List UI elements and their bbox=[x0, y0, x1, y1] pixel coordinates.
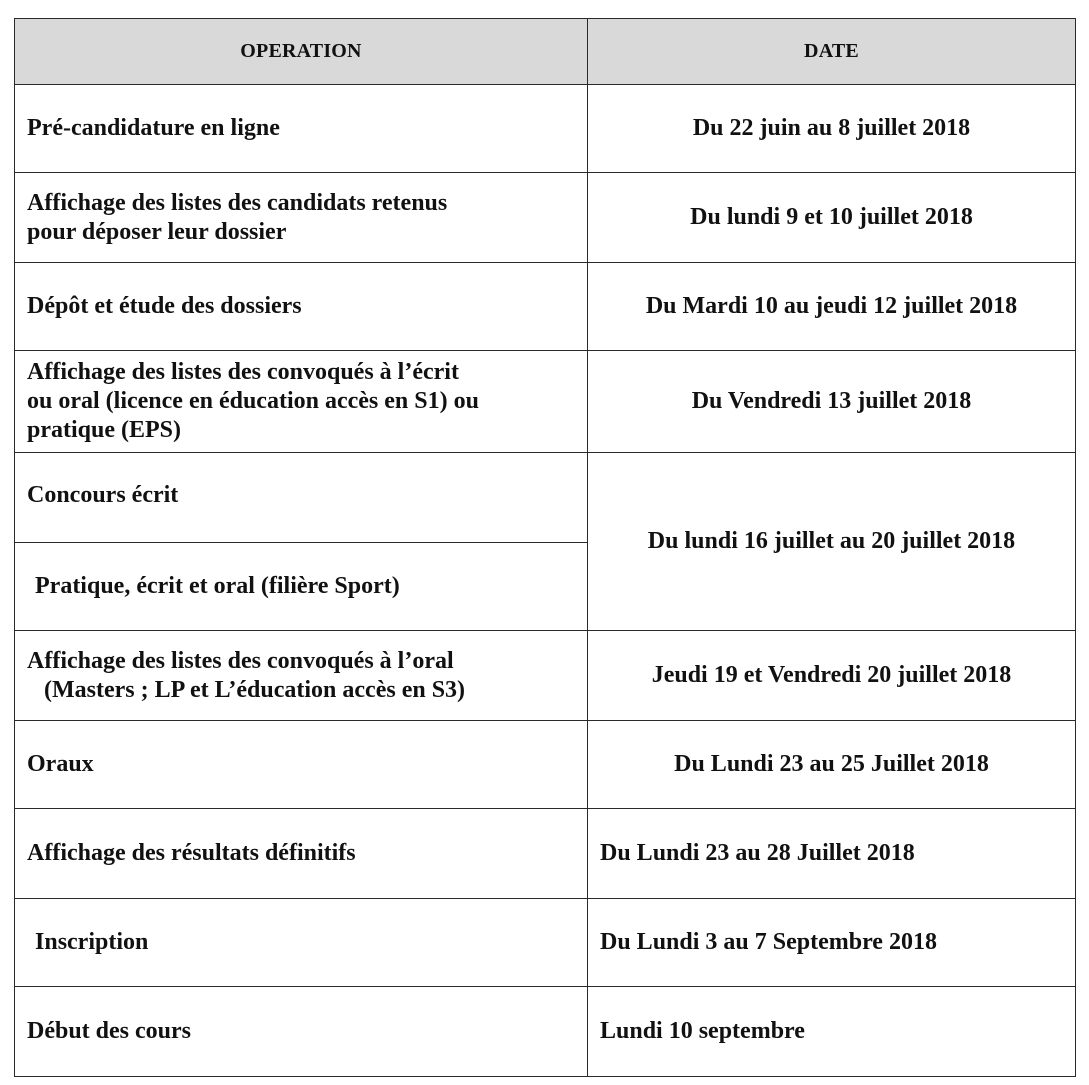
operation-text: Affichage des résultats définitifs bbox=[27, 840, 356, 867]
operation-cell bbox=[15, 721, 588, 809]
table-row bbox=[15, 987, 1076, 1077]
date-cell: Lundi 10 septembre bbox=[588, 987, 1076, 1077]
table-header bbox=[15, 19, 1076, 85]
operation-text: Affichage des listes des convoqués à l’écrit bbox=[27, 359, 459, 386]
table-body bbox=[15, 85, 1076, 1077]
operation-cell bbox=[15, 543, 588, 631]
operation-text: Dépôt et étude des dossiers bbox=[27, 293, 302, 320]
table-row bbox=[15, 721, 1076, 809]
operation-cell bbox=[15, 987, 588, 1077]
operation-text: (Masters ; LP et L’éducation accès en S3) bbox=[44, 676, 466, 703]
operation-cell bbox=[15, 453, 588, 543]
header-operation: OPERATION bbox=[15, 19, 588, 85]
operation-text: ou oral (licence en éducation accès en S1) ou bbox=[27, 388, 479, 415]
header-date: DATE bbox=[588, 19, 1076, 85]
operation-text: Pré-candidature en ligne bbox=[27, 115, 280, 142]
date-cell: Du Lundi 23 au 28 Juillet 2018 bbox=[588, 809, 1076, 899]
date-cell: Du lundi 16 juillet au 20 juillet 2018 bbox=[588, 453, 1076, 631]
table-row bbox=[15, 453, 1076, 543]
operation-text: Début des cours bbox=[27, 1018, 192, 1045]
operation-cell bbox=[15, 173, 588, 263]
schedule-table bbox=[14, 18, 1076, 1077]
operation-text: Inscription bbox=[35, 929, 149, 956]
operation-cell bbox=[15, 263, 588, 351]
operation-text: pratique (EPS) bbox=[27, 416, 182, 443]
date-cell: Jeudi 19 et Vendredi 20 juillet 2018 bbox=[588, 631, 1076, 721]
header-row bbox=[15, 19, 1076, 85]
table-row bbox=[15, 809, 1076, 899]
operation-text: Affichage des listes des convoqués à l’oral bbox=[27, 647, 454, 674]
operation-text: Affichage des listes des candidats retenus bbox=[27, 189, 448, 216]
table-row bbox=[15, 263, 1076, 351]
table-row bbox=[15, 351, 1076, 453]
operation-text: Concours écrit bbox=[27, 482, 179, 508]
table-row bbox=[15, 173, 1076, 263]
operation-cell bbox=[15, 631, 588, 721]
table-row bbox=[15, 85, 1076, 173]
date-cell: Du lundi 9 et 10 juillet 2018 bbox=[588, 173, 1076, 263]
operation-text: Pratique, écrit et oral (filière Sport) bbox=[35, 573, 400, 600]
operation-cell bbox=[15, 809, 588, 899]
date-cell: Du Lundi 3 au 7 Septembre 2018 bbox=[588, 899, 1076, 987]
date-cell: Du 22 juin au 8 juillet 2018 bbox=[588, 85, 1076, 173]
operation-cell bbox=[15, 85, 588, 173]
operation-cell bbox=[15, 899, 588, 987]
table-row bbox=[15, 631, 1076, 721]
date-cell: Du Vendredi 13 juillet 2018 bbox=[588, 351, 1076, 453]
operation-text: pour déposer leur dossier bbox=[27, 218, 287, 245]
operation-text: Oraux bbox=[27, 751, 94, 778]
date-cell: Du Mardi 10 au jeudi 12 juillet 2018 bbox=[588, 263, 1076, 351]
operation-cell bbox=[15, 351, 588, 453]
table-row bbox=[15, 899, 1076, 987]
date-cell: Du Lundi 23 au 25 Juillet 2018 bbox=[588, 721, 1076, 809]
